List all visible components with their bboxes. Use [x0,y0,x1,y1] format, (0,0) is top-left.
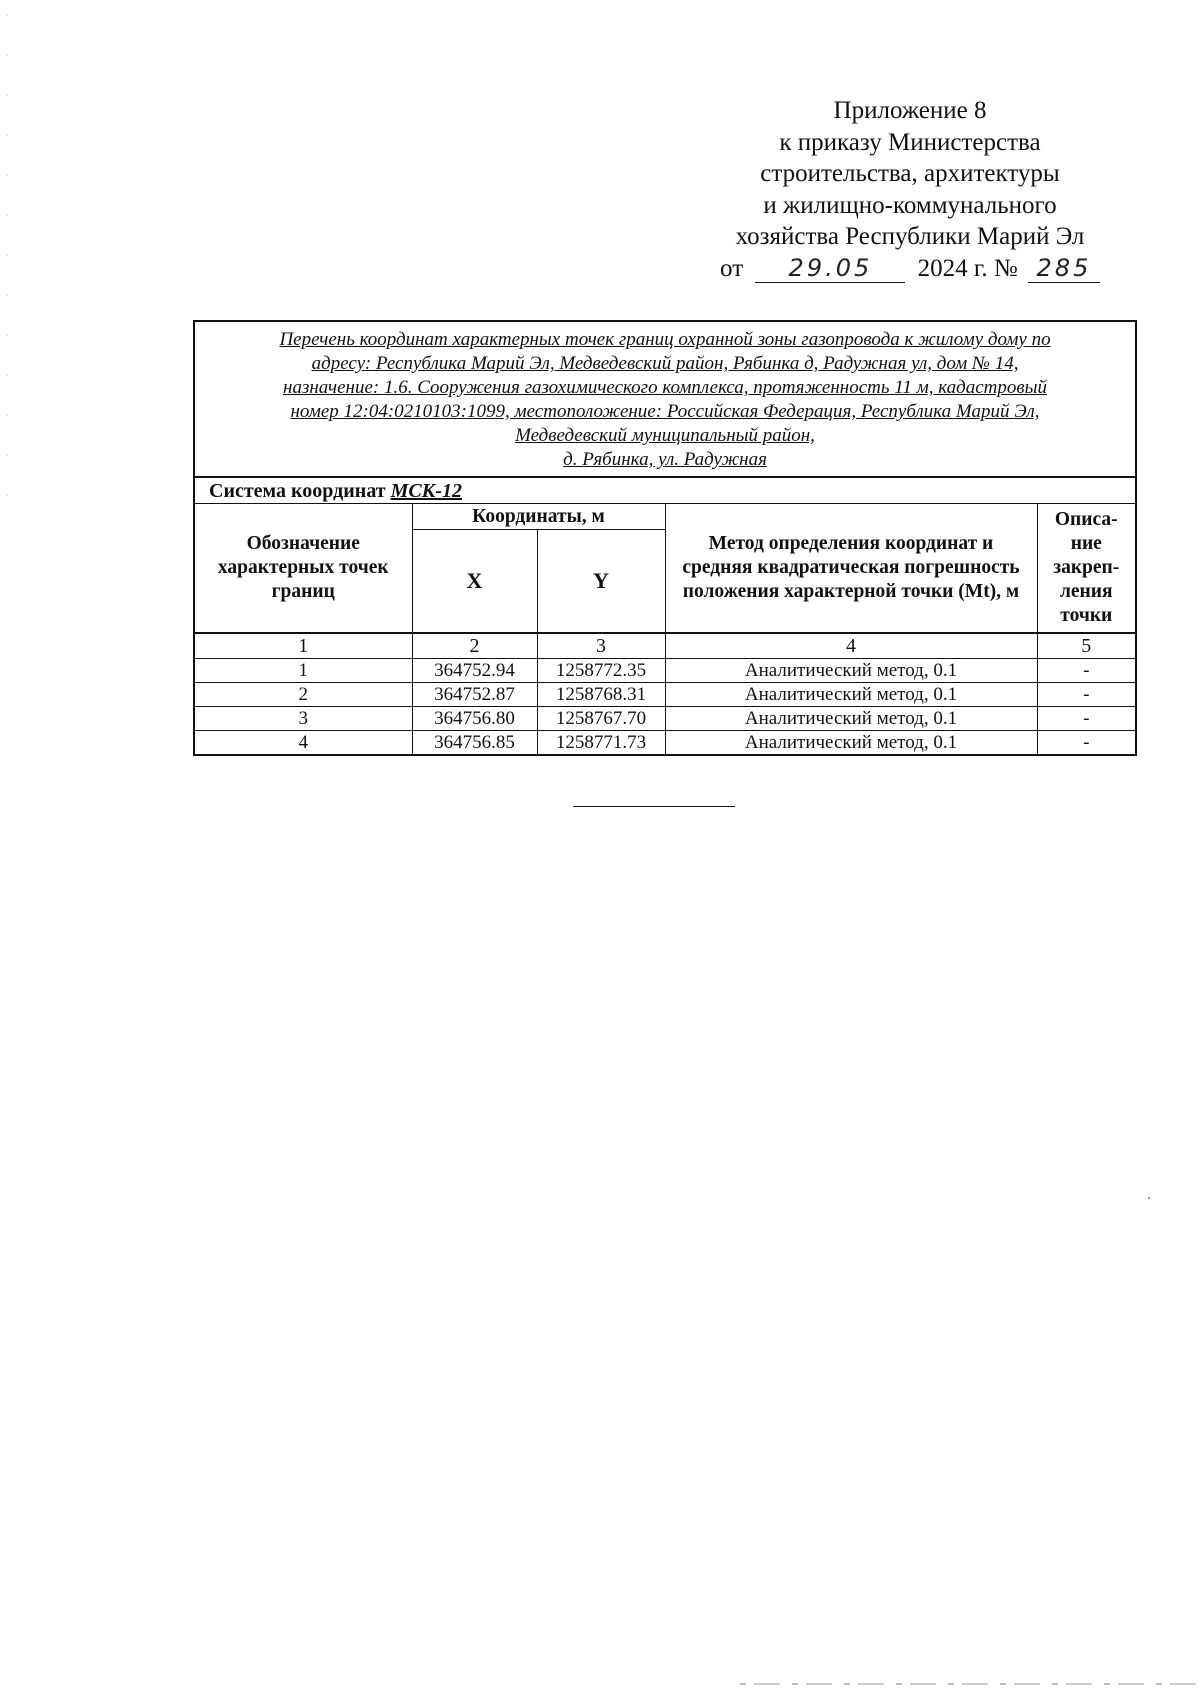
date-prefix: от [720,254,744,282]
column-number: 3 [537,633,665,659]
cell-method: Аналитический метод, 0.1 [665,683,1037,707]
date-year: 2024 г. № [917,254,1018,282]
header-row-1 [194,504,1136,530]
coord-system-row [194,477,1136,504]
cell-point: 3 [194,707,412,731]
coord-system-value: МСК-12 [390,480,462,502]
cell-x: 364756.85 [412,731,537,756]
table-row [194,731,1136,756]
cell-x: 364752.87 [412,683,537,707]
coord-system [194,477,1136,504]
title-row [194,321,1136,477]
cell-method: Аналитический метод, 0.1 [665,731,1037,756]
column-number-row [194,633,1136,659]
title-line: д. Рябинка, ул. Радужная [563,449,767,470]
column-number: 2 [412,633,537,659]
handwritten-order-number: 285 [1028,255,1100,283]
cell-point: 2 [194,683,412,707]
column-number: 5 [1037,633,1136,659]
end-separator-line [573,806,735,807]
header-line-5: хозяйства Республики Марий Эл [735,223,1085,250]
cell-method: Аналитический метод, 0.1 [665,659,1037,683]
scan-bottom-artifact [740,1683,1200,1685]
header-x: X [412,530,537,634]
scan-artifact [1148,1197,1150,1199]
coordinates-table [193,320,1137,756]
cell-point: 1 [194,659,412,683]
cell-method: Аналитический метод, 0.1 [665,707,1037,731]
header-designation: Обозначение характерных точек границ [194,504,412,634]
header-coordinates: Координаты, м [412,504,665,530]
cell-description: - [1037,659,1136,683]
header-line-4: и жилищно-коммунального [763,191,1057,219]
table-title [194,321,1136,477]
coord-system-label: Система координат [209,480,386,502]
cell-x: 364752.94 [412,659,537,683]
title-line: номер 12:04:0210103:1099, местоположение: Российская Федерация, Республика Марий Эл, [290,401,1040,422]
title-line: Медведевский муниципальный район, [515,425,815,446]
header-line-2: к приказу Министерства [779,128,1041,156]
title-line: назначение: 1.6. Сооружения газохимического комплекса, протяженность 11 м, кадастровый [283,377,1048,398]
cell-y: 1258771.73 [537,731,665,756]
order-date-line [690,253,1130,285]
table-row [194,683,1136,707]
title-line: Перечень координат характерных точек границ охранной зоны газопровода к жилому дому по [279,329,1051,350]
handwritten-date: 29.05 [755,255,905,283]
cell-description: - [1037,683,1136,707]
header-method: Метод определения координат и средняя квадратическая погрешность положения характерной точки (Mt), м [665,504,1037,634]
table-row [194,707,1136,731]
cell-description: - [1037,707,1136,731]
cell-y: 1258768.31 [537,683,665,707]
column-number: 1 [194,633,412,659]
cell-y: 1258767.70 [537,707,665,731]
header-line-3: строительства, архитектуры [760,160,1060,187]
header-description: Описа-ние закреп-ления точки [1037,504,1136,634]
scan-edge-marks [6,0,8,520]
column-number: 4 [665,633,1037,659]
cell-description: - [1037,731,1136,756]
table-row [194,659,1136,683]
cell-point: 4 [194,731,412,756]
cell-x: 364756.80 [412,707,537,731]
header-y: Y [537,530,665,634]
cell-y: 1258772.35 [537,659,665,683]
header-line-1: Приложение 8 [833,97,987,124]
title-line: адресу: Республика Марий Эл, Медведевский район, Рябинка д, Радужная ул, дом № 14, [311,353,1019,374]
appendix-header [690,95,1130,284]
